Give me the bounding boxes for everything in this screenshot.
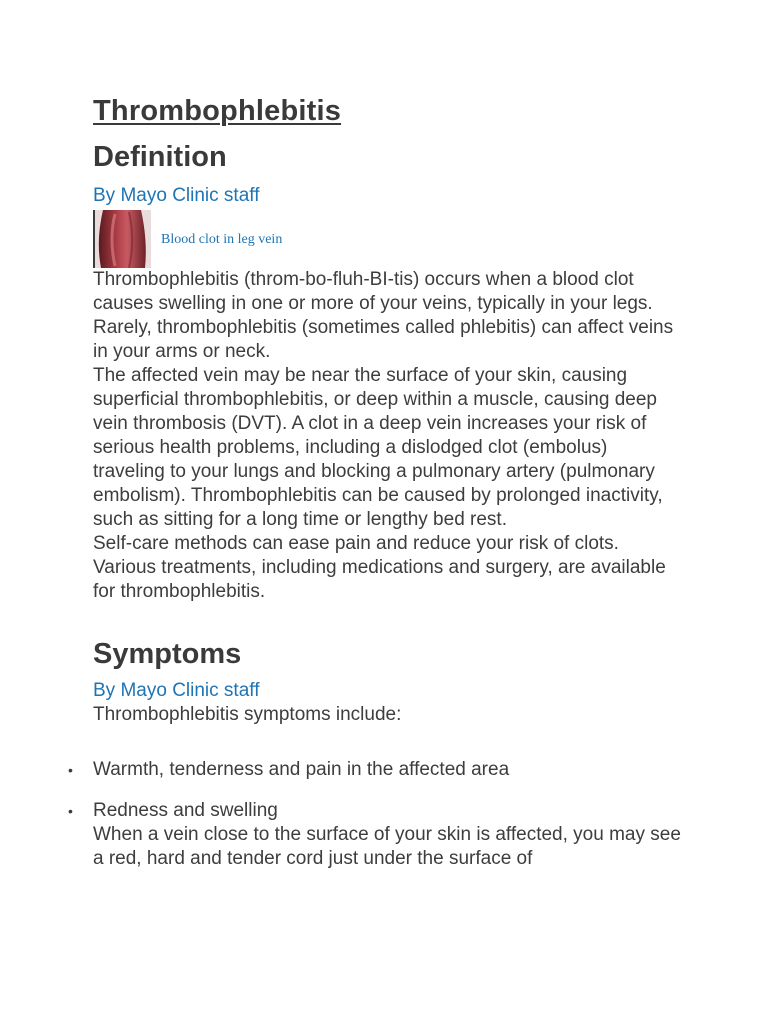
figure-caption-link[interactable]: Blood clot in leg vein	[161, 232, 283, 247]
bullet-icon: •	[68, 762, 73, 778]
symptoms-list	[68, 758, 683, 823]
page-title: Thrombophlebitis	[93, 95, 342, 127]
definition-paragraph-1: Thrombophlebitis (throm-bo-fluh-BI-tis) occurs when a blood clot causes swelling in one or more of your veins, typically in your legs. Rarely, thrombophlebitis (sometimes called phlebitis) can affect veins in your arms or neck.	[93, 269, 674, 362]
definition-heading: Definition	[93, 141, 227, 173]
symptoms-intro: Thrombophlebitis symptoms include:	[93, 704, 402, 725]
definition-paragraph-3: Self-care methods can ease pain and reduce your risk of clots. Various treatments, including medications and surgery, are available for thrombophlebitis.	[93, 533, 666, 602]
list-item	[68, 758, 683, 782]
definition-paragraph-2: The affected vein may be near the surface of your skin, causing superficial thrombophlebitis, or deep within a muscle, causing deep vein thrombosis (DVT). A clot in a deep vein increases your risk of serious health problems, including a dislodged clot (embolus) traveling to your lungs and blocking a pulmonary artery (pulmonary embolism). Thrombophlebitis can be caused by prolonged inactivity, such as sitting for a long time or lengthy bed rest.	[93, 365, 663, 530]
list-item	[68, 799, 683, 823]
bullet-icon: •	[68, 803, 73, 819]
symptoms-byline-link[interactable]: By Mayo Clinic staff	[93, 680, 260, 701]
symptoms-trailing-paragraph: When a vein close to the surface of your skin is affected, you may see a red, hard and tender cord just under the surface of	[93, 824, 681, 869]
blood-clot-thumbnail[interactable]	[93, 210, 151, 268]
symptoms-heading: Symptoms	[93, 638, 242, 670]
list-item-text: Redness and swelling	[93, 800, 278, 821]
article	[68, 94, 683, 871]
definition-byline-link[interactable]: By Mayo Clinic staff	[93, 185, 260, 206]
figure	[93, 210, 683, 268]
list-item-text: Warmth, tenderness and pain in the affected area	[93, 759, 510, 780]
